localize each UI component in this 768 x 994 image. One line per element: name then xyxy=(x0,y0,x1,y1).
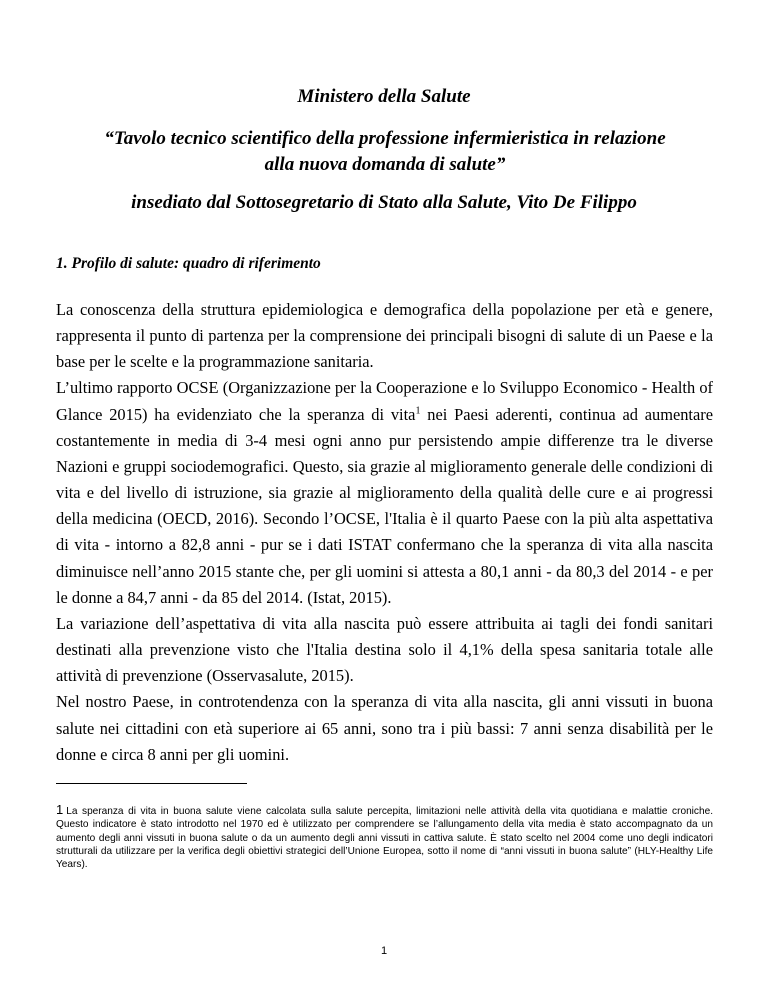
footnote-divider xyxy=(56,783,247,784)
footnote-text: La speranza di vita in buona salute viene calcolata sulla salute percepita, limitazioni nelle attività della vita quotidiana e malattie croniche. Questo indicatore è stato introdotto nel 1970 ed è utilizzato per comprendere se l’allungamento della vita media è stato accompagnato da un aumento degli anni vissuti in buona salute o da un aumento degli anni vissuti in cattiva salute. È stato scelto nel 2004 come uno degli indicatori strutturali da utilizzare per la verifica degli obiettivi strategici dell’Unione Europea, sotto il nome di “anni vissuti in buona salute” (HLY-Healthy Life Years). xyxy=(56,806,713,871)
page-number: 1 xyxy=(380,945,388,957)
ministry-heading: Ministero della Salute xyxy=(297,86,471,107)
footnote-reference[interactable]: 1 xyxy=(415,405,421,417)
paragraph-ocse-part2: nei Paesi aderenti, continua ad aumentare costantemente in media di 3-4 mesi ogni anno pur persistendo ampie differenze tra le diverse Nazioni e gruppi sociodemografici. Questo, sia grazie al miglioramento generale delle condizioni di vita e del livello di istruzione, sia grazie al miglioramento della qualità delle cure e ai progressi della medicina (OECD, 2016). Secondo l’OCSE, l'Italia è il quarto Paese con la più alta aspettativa di vita - intorno a 82,8 anni - pur se i dati ISTAT confermano che la speranza di vita alla nascita diminuisce nell’anno 2015 stante che, per gli uomini si attesta a 80,1 anni - da 80,3 del 2014 - e per le donne a 84,7 anni - da 85 del 2014. (Istat, 2015). xyxy=(56,404,713,607)
body-text xyxy=(56,297,713,768)
footnote xyxy=(56,803,713,871)
table-title-heading: “Tavolo tecnico scientifico della professione infermieristica in relazione alla nuova domanda di salute” xyxy=(104,128,666,175)
paragraph-intro: La conoscenza della struttura epidemiologica e demografica della popolazione per età e genere, rappresenta il punto di partenza per la comprensione dei principali bisogni di salute di un Paese e la base per le scelte e la programmazione sanitaria. xyxy=(56,300,713,372)
footnote-marker: 1 xyxy=(56,802,64,817)
section-title: 1. Profilo di salute: quadro di riferimento xyxy=(56,255,321,272)
established-by-heading: insediato dal Sottosegretario di Stato alla Salute, Vito De Filippo xyxy=(131,192,637,213)
paragraph-variation: La variazione dell’aspettativa di vita alla nascita può essere attribuita ai tagli dei fondi sanitari destinati alla prevenzione visto che l'Italia destina solo il 4,1% della spesa sanitaria totale alle attività di prevenzione (Osservasalute, 2015). xyxy=(56,613,713,686)
paragraph-ocse-part1: L’ultimo rapporto OCSE (Organizzazione per la Cooperazione e lo Sviluppo Economico - Health of Glance 2015) ha evidenziato che la speranza di vita xyxy=(56,378,713,424)
paragraph-healthy-years: Nel nostro Paese, in controtendenza con la speranza di vita alla nascita, gli anni vissuti in buona salute nei cittadini con età superiore ai 65 anni, sono tra i più bassi: 7 anni senza disabilità per le donne e circa 8 anni per gli uomini. xyxy=(56,692,713,764)
